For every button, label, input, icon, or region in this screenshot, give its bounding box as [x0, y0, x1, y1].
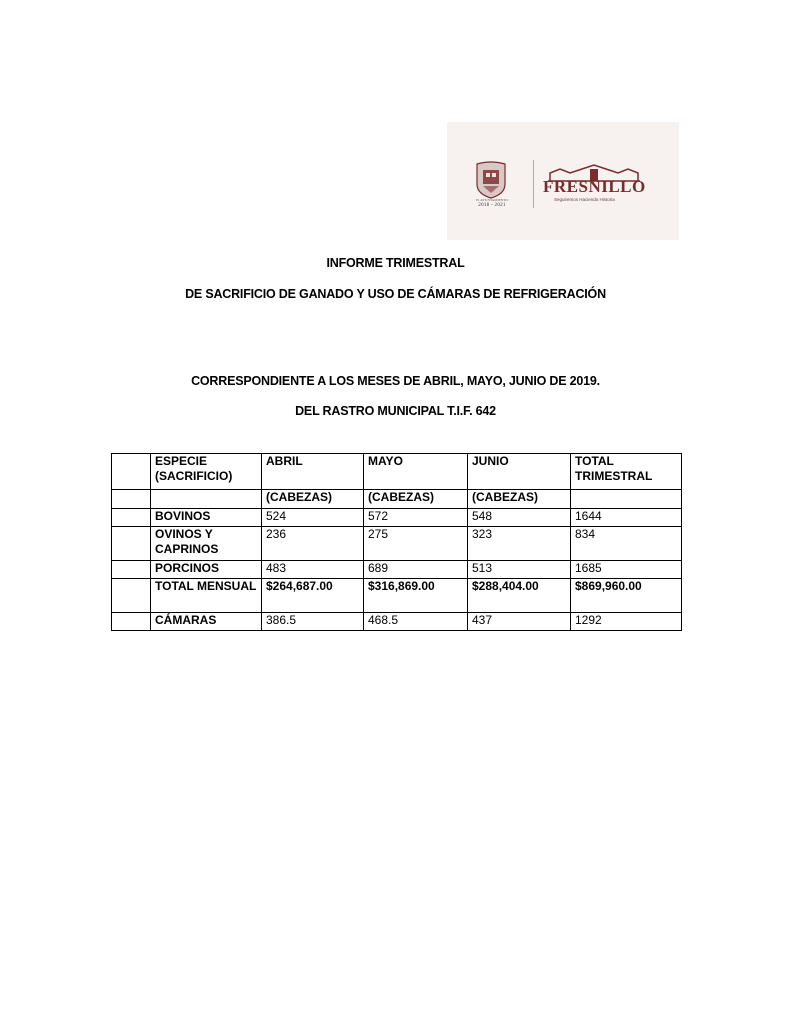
table-units-row	[112, 490, 682, 509]
row-label: CÁMARAS	[151, 613, 262, 631]
table-cell: 275	[364, 527, 468, 561]
column-header-species: ESPECIE (SACRIFICIO)	[151, 454, 262, 490]
table-cell: $288,404.00	[468, 579, 571, 613]
unit-label: (CABEZAS)	[262, 490, 364, 509]
table-cell: 1292	[571, 613, 682, 631]
table-cell: 524	[262, 509, 364, 527]
table-cell: 1644	[571, 509, 682, 527]
table-cell: 323	[468, 527, 571, 561]
table-cell: 437	[468, 613, 571, 631]
column-header-june: JUNIO	[468, 454, 571, 490]
column-header-april: ABRIL	[262, 454, 364, 490]
table-cell: 483	[262, 561, 364, 579]
table-cell	[112, 561, 151, 579]
row-label: TOTAL MENSUAL	[151, 579, 262, 613]
table-cell: 548	[468, 509, 571, 527]
table-row-porcinos	[112, 561, 682, 579]
table-cell	[112, 579, 151, 613]
table-row-total-mensual	[112, 579, 682, 613]
table-cell: 513	[468, 561, 571, 579]
table-cell: 834	[571, 527, 682, 561]
column-header-may: MAYO	[364, 454, 468, 490]
row-label: BOVINOS	[151, 509, 262, 527]
table-cell: 689	[364, 561, 468, 579]
logo-divider	[533, 160, 534, 208]
brand-wordmark: FRESNILLO	[543, 177, 646, 196]
table-cell	[112, 490, 151, 509]
table-cell	[151, 490, 262, 509]
row-label: PORCINOS	[151, 561, 262, 579]
table-cell: 468.5	[364, 613, 468, 631]
report-source: DEL RASTRO MUNICIPAL T.I.F. 642	[295, 404, 496, 418]
table-cell: 572	[364, 509, 468, 527]
table-cell: $316,869.00	[364, 579, 468, 613]
table-cell: 1685	[571, 561, 682, 579]
table-header-row	[112, 454, 682, 490]
table-row-ovinos-caprinos	[112, 527, 682, 561]
seal-caption: H. AYUNTAMIENTO	[476, 198, 508, 202]
table-cell	[571, 490, 682, 509]
table-cell: $869,960.00	[571, 579, 682, 613]
table-cell	[112, 613, 151, 631]
table-cell	[112, 527, 151, 561]
report-subtitle: DE SACRIFICIO DE GANADO Y USO DE CÁMARAS DE REFRIGERACIÓN	[185, 287, 606, 301]
table-cell	[112, 509, 151, 527]
seal-years: 2018 - 2021	[478, 203, 506, 208]
table-row-camaras	[112, 613, 682, 631]
row-label: OVINOS Y CAPRINOS	[151, 527, 262, 561]
table-cell: $264,687.00	[262, 579, 364, 613]
table-cell: 236	[262, 527, 364, 561]
slaughter-report-table	[111, 453, 682, 631]
unit-label: (CABEZAS)	[364, 490, 468, 509]
column-header-total: TOTAL TRIMESTRAL	[571, 454, 682, 490]
brand-tagline: Seguiremos Haciendo Historia	[554, 197, 615, 202]
report-title: INFORME TRIMESTRAL	[326, 256, 465, 270]
table-cell	[112, 454, 151, 490]
report-period: CORRESPONDIENTE A LOS MESES DE ABRIL, MAYO, JUNIO DE 2019.	[191, 374, 600, 388]
table-row-bovinos	[112, 509, 682, 527]
header-logo-panel	[447, 122, 679, 240]
table-cell: 386.5	[262, 613, 364, 631]
unit-label: (CABEZAS)	[468, 490, 571, 509]
